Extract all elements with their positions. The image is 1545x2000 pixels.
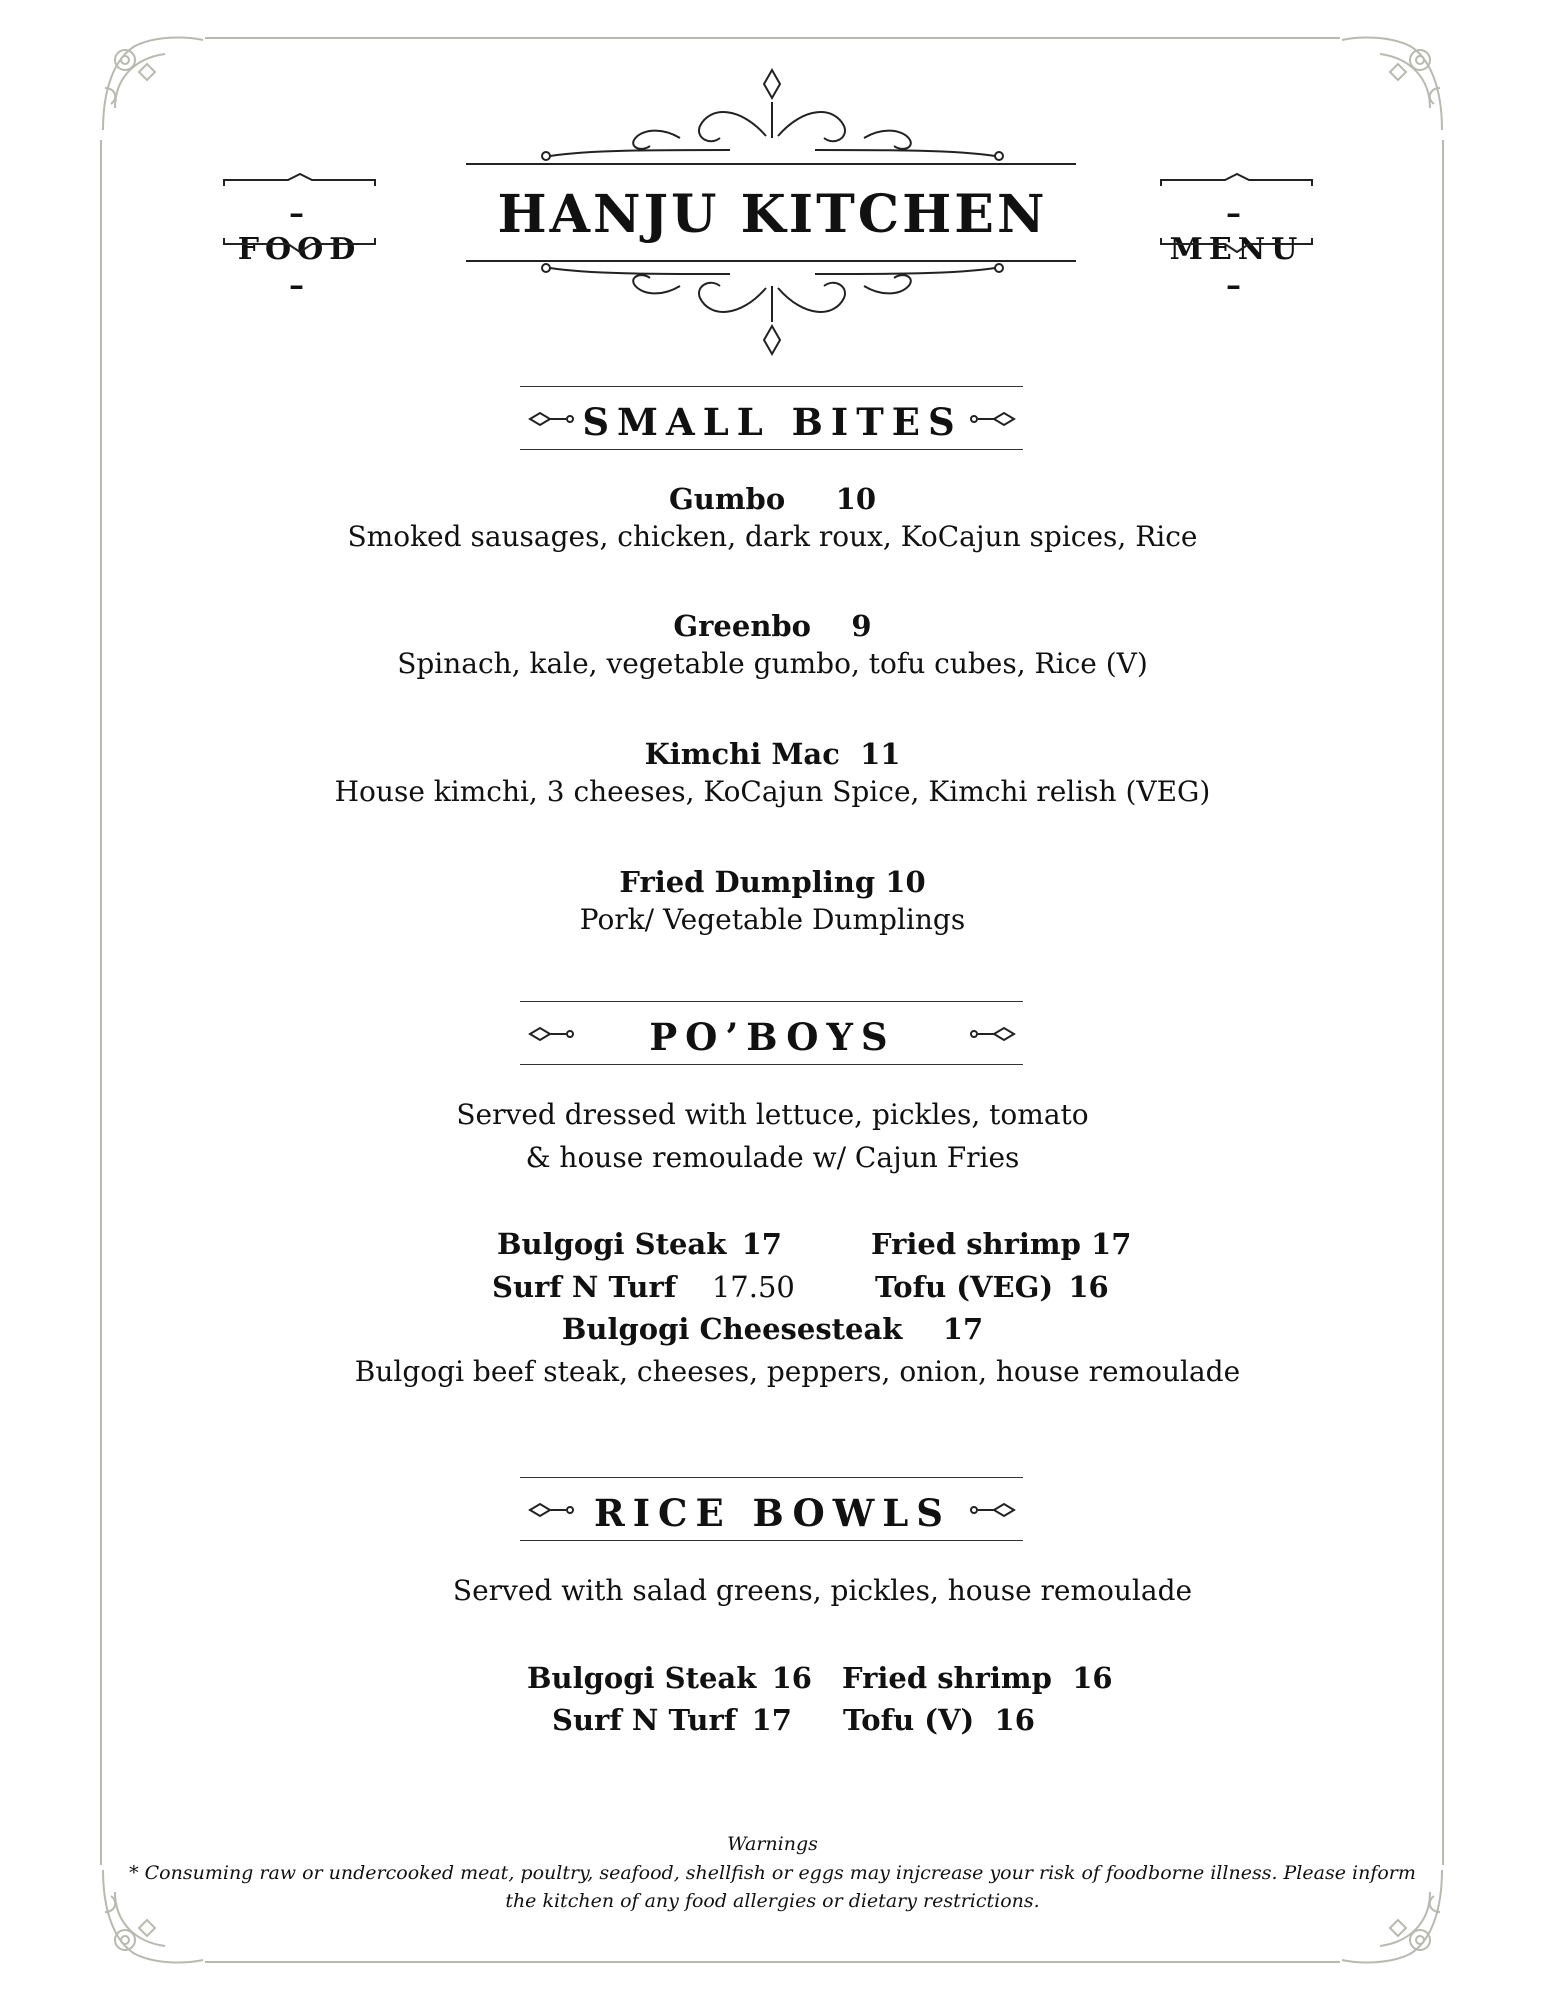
frame-bottom-line bbox=[205, 1961, 1340, 1963]
item-name-line: Gumbo 10 bbox=[669, 482, 876, 516]
rice-bowl-item-bulgogi-steak: Bulgogi Steak 16 bbox=[527, 1661, 812, 1695]
title-top-rule bbox=[466, 163, 1076, 165]
item-description: House kimchi, 3 cheeses, KoCajun Spice, Kimchi relish (VEG) bbox=[334, 775, 1211, 808]
section-bottom-rule bbox=[520, 449, 1023, 450]
right-arrow-ornament-icon bbox=[968, 1499, 1016, 1521]
section-bottom-rule bbox=[520, 1064, 1023, 1065]
item-description: Spinach, kale, vegetable gumbo, tofu cubes, Rice (V) bbox=[397, 647, 1148, 680]
section-header-small-bites bbox=[0, 386, 1545, 452]
corner-ornament-top-left-icon bbox=[95, 28, 205, 138]
poboy-item-tofu: Tofu (VEG) 16 bbox=[875, 1270, 1109, 1304]
frame-top-line bbox=[205, 37, 1340, 39]
title-top-ornament-icon bbox=[530, 66, 1015, 162]
warnings-line-1: * Consuming raw or undercooked meat, poultry, seafood, shellfish or eggs may injcrease your risk of foodborne illness. Please inform bbox=[129, 1862, 1416, 1884]
menu-item-gumbo bbox=[0, 480, 1545, 556]
section-top-rule bbox=[520, 1001, 1023, 1002]
title-bottom-ornament-icon bbox=[530, 262, 1015, 358]
restaurant-title: HANJU KITCHEN bbox=[497, 184, 1048, 245]
cheesesteak-description: Bulgogi beef steak, cheeses, peppers, onion, house remoulade bbox=[354, 1355, 1241, 1388]
corner-ornament-top-right-icon bbox=[1340, 28, 1450, 138]
poboy-item-fried-shrimp: Fried shrimp 17 bbox=[871, 1227, 1132, 1261]
section-bottom-rule bbox=[520, 1540, 1023, 1541]
warnings-title: Warnings bbox=[727, 1833, 818, 1855]
warnings-line-2: the kitchen of any food allergies or dietary restrictions. bbox=[505, 1890, 1040, 1912]
section-header-poboys bbox=[0, 1001, 1545, 1067]
food-label: – FOOD – bbox=[237, 196, 362, 303]
rice-bowl-item-tofu: Tofu (V) 16 bbox=[843, 1703, 1035, 1737]
poboys-intro-line-1: Served dressed with lettuce, pickles, tomato bbox=[456, 1098, 1089, 1131]
item-name-line: Fried Dumpling 10 bbox=[619, 865, 926, 899]
item-description: Smoked sausages, chicken, dark roux, KoCajun spices, Rice bbox=[347, 520, 1198, 553]
section-title-rice-bowls: RICE BOWLS bbox=[593, 1491, 952, 1535]
section-title-poboys: PO’BOYS bbox=[649, 1015, 896, 1059]
section-top-rule bbox=[520, 1477, 1023, 1478]
section-top-rule bbox=[520, 386, 1023, 387]
menu-item-kimchi-mac bbox=[0, 735, 1545, 811]
section-header-rice-bowls bbox=[0, 1477, 1545, 1543]
right-arrow-ornament-icon bbox=[968, 1023, 1016, 1045]
item-name-line: Kimchi Mac 11 bbox=[644, 737, 901, 771]
item-name-line: Greenbo 9 bbox=[673, 609, 872, 643]
section-title-small-bites: SMALL BITES bbox=[582, 400, 963, 444]
poboys-intro-line-2: & house remoulade w/ Cajun Fries bbox=[525, 1141, 1020, 1174]
right-arrow-ornament-icon bbox=[968, 408, 1016, 430]
rice-bowls-intro: Served with salad greens, pickles, house remoulade bbox=[452, 1574, 1193, 1607]
poboy-item-bulgogi-cheesesteak: Bulgogi Cheesesteak 17 bbox=[561, 1312, 984, 1346]
poboy-item-surf-n-turf: Surf N Turf 17.50 bbox=[492, 1270, 795, 1304]
rice-bowl-item-surf-n-turf: Surf N Turf 17 bbox=[552, 1703, 792, 1737]
rice-bowl-item-fried-shrimp: Fried shrimp 16 bbox=[842, 1661, 1113, 1695]
menu-label: – MENU – bbox=[1169, 196, 1304, 303]
poboy-item-bulgogi-steak: Bulgogi Steak 17 bbox=[497, 1227, 782, 1261]
item-description: Pork/ Vegetable Dumplings bbox=[579, 903, 966, 936]
menu-item-fried-dumpling bbox=[0, 863, 1545, 939]
menu-item-greenbo bbox=[0, 607, 1545, 683]
